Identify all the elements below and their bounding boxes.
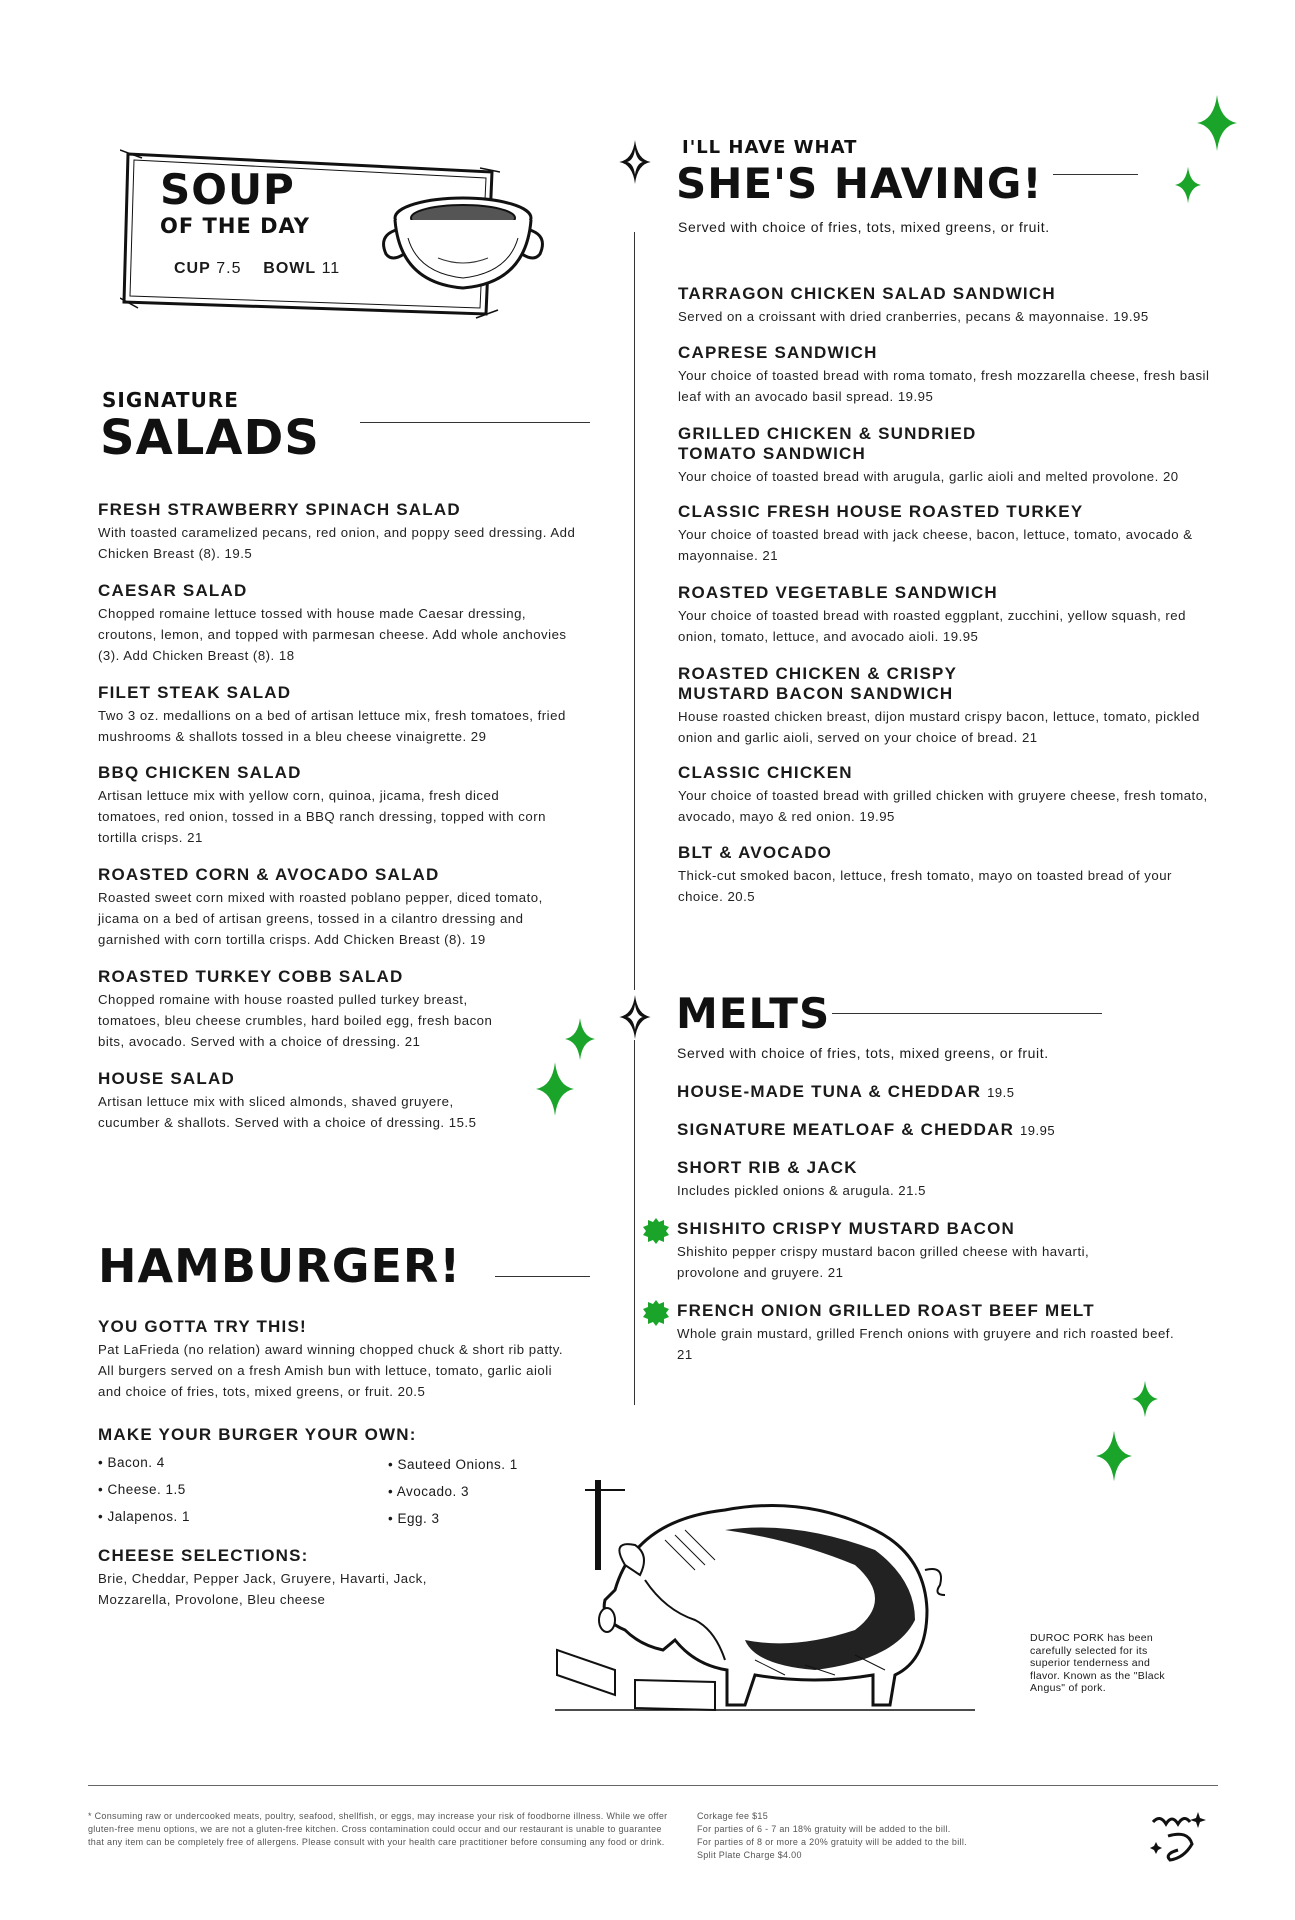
addon-item: • Avocado. 3	[388, 1484, 470, 1499]
sandwich-item	[678, 284, 1198, 327]
sandwich-name: TARRAGON CHICKEN SALAD SANDWICH	[678, 284, 1056, 303]
hamburger-rule	[495, 1276, 590, 1277]
cheese-selections	[98, 1546, 438, 1610]
burger-title: YOU GOTTA TRY THIS!	[98, 1317, 307, 1336]
salad-item	[98, 967, 518, 1052]
footer-disclaimer: * Consuming raw or undercooked meats, poultry, seafood, shellfish, or eggs, may increase your risk of foodborne illness. While we offer gluten-free menu options, we are not a gluten-free kitchen. Cross contamination could occur and our restaurant is unable to guarantee that any item can be completely free of allergens. Please consult with your health care practitioner before consuming any food or drink.	[88, 1811, 668, 1847]
sandwich-name: CLASSIC CHICKEN	[678, 763, 853, 782]
salad-desc: Artisan lettuce mix with sliced almonds, shaved gruyere, cucumber & shallots. Served with a choice of dressing. 15.5	[98, 1094, 477, 1130]
salads-header-small: SIGNATURE	[102, 388, 239, 412]
soup-bowl-icon	[378, 188, 548, 298]
column-divider	[634, 1040, 635, 1405]
salad-item	[98, 865, 588, 950]
addons-left	[98, 1455, 298, 1536]
sandwich-name: CLASSIC FRESH HOUSE ROASTED TURKEY	[678, 502, 1084, 521]
melt-name: HOUSE-MADE TUNA & CHEDDAR	[677, 1082, 982, 1101]
salad-desc: Two 3 oz. medallions on a bed of artisan lettuce mix, fresh tomatoes, fried mushrooms & shallots tossed in a bleu cheese vinaigrette. 29	[98, 708, 566, 744]
melt-item	[677, 1082, 1197, 1103]
sandwiches-rule	[1053, 174, 1138, 175]
salad-desc: Artisan lettuce mix with yellow corn, quinoa, jicama, fresh diced tomatoes, red onion, tossed in a BBQ ranch dressing, topped with corn tortilla crisps. 21	[98, 788, 546, 845]
salads-header: SALADS	[100, 410, 320, 466]
sparkle-icon	[619, 995, 651, 1039]
melt-name: FRENCH ONION GRILLED ROAST BEEF MELT	[677, 1301, 1095, 1320]
hamburger-header: HAMBURGER!	[98, 1239, 462, 1293]
sparkle-icon	[1175, 165, 1201, 205]
sparkle-icon	[1132, 1380, 1158, 1418]
sandwiches-header: SHE'S HAVING!	[676, 159, 1043, 208]
badge-icon	[643, 1300, 669, 1326]
melt-desc: Whole grain mustard, grilled French onions with gruyere and rich roasted beef. 21	[677, 1326, 1175, 1362]
melt-item	[677, 1120, 1197, 1141]
addon-item: • Cheese. 1.5	[98, 1482, 186, 1497]
salad-name: FILET STEAK SALAD	[98, 683, 292, 702]
pork-note: DUROC PORK has been carefully selected for its superior tenderness and flavor. Known as the "Black Angus" of pork.	[1030, 1632, 1165, 1694]
burger-item	[98, 1317, 568, 1402]
soup-title: SOUP	[160, 165, 295, 214]
burger-desc: Pat LaFrieda (no relation) award winning chopped chuck & short rib patty. All burgers served on a fresh Amish bun with lettuce, tomato, garlic aioli and choice of fries, tots, mixed greens, or fruit. 20.5	[98, 1342, 564, 1399]
sandwich-name: ROASTED VEGETABLE SANDWICH	[678, 583, 998, 602]
melt-price: 19.5	[987, 1085, 1015, 1100]
soup-prices	[174, 260, 340, 278]
salad-item	[98, 763, 558, 848]
addon-item: • Egg. 3	[388, 1511, 440, 1526]
salad-item	[98, 500, 588, 564]
bowl-label: BOWL	[263, 260, 317, 277]
sandwiches-header-small: I'LL HAVE WHAT	[682, 137, 858, 158]
melt-name: SHORT RIB & JACK	[677, 1158, 858, 1177]
bowl-price: 11	[321, 260, 341, 277]
sandwich-desc: Your choice of toasted bread with grilled chicken with gruyere cheese, fresh tomato, avocado, mayo & red onion. 19.95	[678, 788, 1208, 824]
salads-rule	[360, 422, 590, 423]
salad-desc: Roasted sweet corn mixed with roasted poblano pepper, diced tomato, jicama on a bed of artisan greens, tossed in a cilantro dressing and garnished with corn tortilla crisps. Add Chicken Breast (8). 19	[98, 890, 543, 947]
cup-label: CUP	[174, 260, 211, 277]
sparkle-icon	[565, 1017, 595, 1061]
make-own-title: MAKE YOUR BURGER YOUR OWN:	[98, 1425, 417, 1444]
fee-line: For parties of 6 - 7 an 18% gratuity will be added to the bill.	[697, 1824, 951, 1834]
addon-item: • Jalapenos. 1	[98, 1509, 191, 1524]
melt-desc: Shishito pepper crispy mustard bacon grilled cheese with havarti, provolone and gruyere. 21	[677, 1244, 1090, 1280]
salad-name: HOUSE SALAD	[98, 1069, 235, 1088]
sandwich-item	[678, 843, 1198, 907]
fee-line: Split Plate Charge $4.00	[697, 1850, 802, 1860]
addon-item: • Sauteed Onions. 1	[388, 1457, 518, 1472]
pig-illustration	[555, 1470, 995, 1720]
sandwich-item	[678, 763, 1218, 827]
sandwich-item	[678, 343, 1218, 407]
salad-item	[98, 581, 578, 666]
sandwich-desc: Your choice of toasted bread with arugula, garlic aioli and melted provolone. 20	[678, 469, 1179, 484]
fee-line: For parties of 8 or more a 20% gratuity will be added to the bill.	[697, 1837, 967, 1847]
salad-name: FRESH STRAWBERRY SPINACH SALAD	[98, 500, 461, 519]
cheese-desc: Brie, Cheddar, Pepper Jack, Gruyere, Havarti, Jack, Mozzarella, Provolone, Bleu cheese	[98, 1571, 427, 1607]
sandwich-name: CAPRESE SANDWICH	[678, 343, 878, 362]
salad-name: ROASTED TURKEY COBB SALAD	[98, 967, 404, 986]
salad-desc: Chopped romaine lettuce tossed with house made Caesar dressing, croutons, lemon, and topped with parmesan cheese. Add whole anchovies (3). Add Chicken Breast (8). 18	[98, 606, 567, 663]
sandwich-desc: Your choice of toasted bread with jack cheese, bacon, lettuce, tomato, avocado & mayonnaise. 21	[678, 527, 1193, 563]
melts-header: MELTS	[676, 989, 831, 1038]
melt-item	[677, 1219, 1137, 1283]
cup-price: 7.5	[216, 260, 242, 277]
salad-desc: With toasted caramelized pecans, red onion, and poppy seed dressing. Add Chicken Breast (8). 19.5	[98, 525, 576, 561]
melt-desc: Includes pickled onions & arugula. 21.5	[677, 1183, 926, 1198]
soup-subtitle: OF THE DAY	[160, 214, 310, 238]
sandwich-desc: Your choice of toasted bread with roasted eggplant, zucchini, yellow squash, red onion, tomato, lettuce, and avocado aioli. 19.95	[678, 608, 1186, 644]
salad-item	[98, 1069, 518, 1133]
melt-price: 19.95	[1020, 1123, 1056, 1138]
melt-name: SHISHITO CRISPY MUSTARD BACON	[677, 1219, 1015, 1238]
sandwich-name: ROASTED CHICKEN & CRISPY MUSTARD BACON SANDWICH	[678, 664, 957, 703]
footer-rule	[88, 1785, 1218, 1786]
fee-line: Corkage fee $15	[697, 1811, 769, 1821]
salad-name: ROASTED CORN & AVOCADO SALAD	[98, 865, 440, 884]
sandwich-item	[678, 424, 1223, 487]
sandwich-item	[678, 502, 1198, 566]
sparkle-icon	[536, 1062, 574, 1116]
badge-icon	[643, 1218, 669, 1244]
sandwiches-subtitle: Served with choice of fries, tots, mixed greens, or fruit.	[678, 219, 1050, 235]
sandwich-desc: Thick-cut smoked bacon, lettuce, fresh tomato, mayo on toasted bread of your choice. 20.5	[678, 868, 1172, 904]
melt-item	[677, 1301, 1177, 1365]
column-divider	[634, 232, 635, 990]
sparkle-icon	[619, 140, 651, 184]
sparkle-icon	[1096, 1430, 1132, 1482]
sandwich-desc: House roasted chicken breast, dijon mustard crispy bacon, lettuce, tomato, pickled onion and garlic aioli, served on your choice of bread. 21	[678, 709, 1200, 745]
melts-subtitle: Served with choice of fries, tots, mixed greens, or fruit.	[677, 1045, 1049, 1061]
logo-mark	[1148, 1810, 1208, 1866]
melt-item	[677, 1158, 1197, 1201]
sandwich-item	[678, 664, 1218, 748]
salad-item	[98, 683, 578, 747]
footer-fees	[697, 1810, 1017, 1862]
salad-name: BBQ CHICKEN SALAD	[98, 763, 302, 782]
sparkle-icon	[1197, 95, 1237, 151]
addon-item: • Bacon. 4	[98, 1455, 165, 1470]
sandwich-name: GRILLED CHICKEN & SUNDRIED TOMATO SANDWICH	[678, 424, 977, 463]
melts-rule	[832, 1013, 1102, 1014]
melt-name: SIGNATURE MEATLOAF & CHEDDAR	[677, 1120, 1015, 1139]
soup-box	[120, 138, 500, 328]
sandwich-item	[678, 583, 1223, 647]
sandwich-desc: Served on a croissant with dried cranberries, pecans & mayonnaise. 19.95	[678, 309, 1149, 324]
salad-name: CAESAR SALAD	[98, 581, 248, 600]
cheese-title: CHEESE SELECTIONS:	[98, 1546, 309, 1565]
sandwich-desc: Your choice of toasted bread with roma tomato, fresh mozzarella cheese, fresh basil leaf with an avocado basil spread. 19.95	[678, 368, 1210, 404]
salad-desc: Chopped romaine with house roasted pulled turkey breast, tomatoes, bleu cheese crumbles, hard boiled egg, fresh bacon bits, avocado. Served with a choice of dressing. 21	[98, 992, 493, 1049]
sandwich-name: BLT & AVOCADO	[678, 843, 833, 862]
